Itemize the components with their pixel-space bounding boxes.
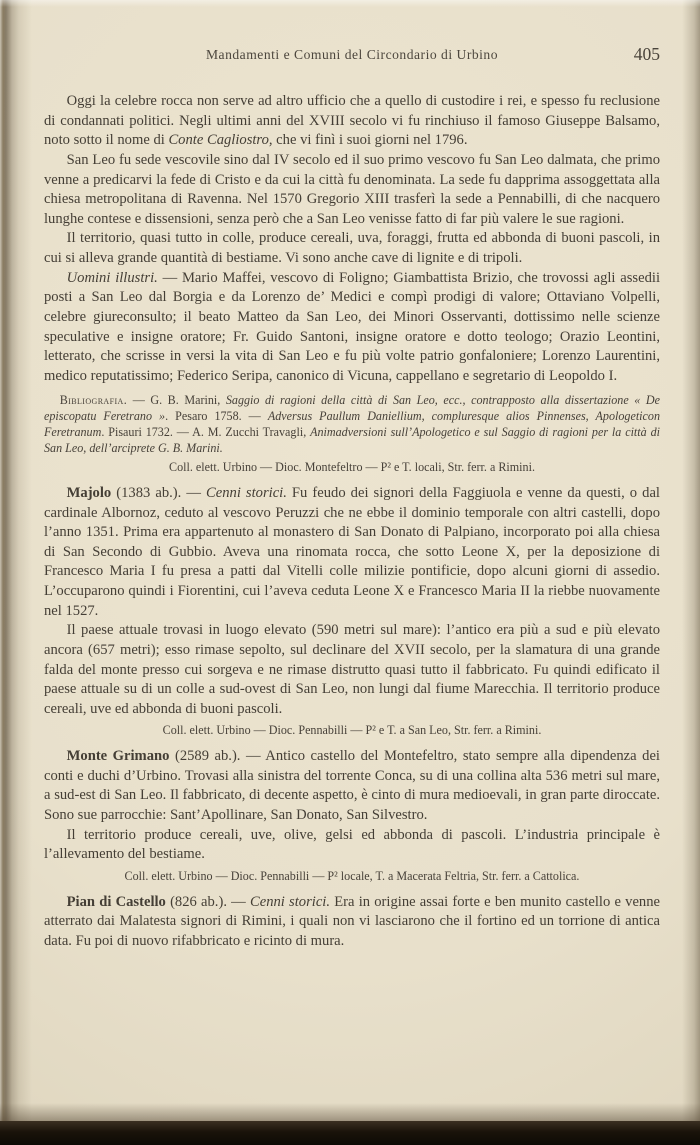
text-segment: San Leo fu sede vescovile sino dal IV secolo ed il suo primo vescovo fu San Leo dalmata, che primo venne a predicarvi la fede di Cristo e da cui la città fu denominata. La sede fu dapprima assoggettata alla chiesa metropolitana di Ravenna. Nel 1570 Gregorio XIII trasferì la sede a Pennabilli, di che nacquero lunghe contese e dissensioni, senza però che a San Leo venisse fatto di far più valere le sue ragioni. — [44, 151, 660, 227]
text-segment: Animadversioni sull’Apologetico e sul Saggio di ragioni per la città di San Leo, dell’arciprete G. B. Marini. — [44, 424, 660, 455]
text-segment: Conte Cagliostro — [168, 132, 269, 149]
text-segment: Il territorio produce cereali, uve, olive, gelsi ed abbonda di pascoli. L’industria principale è l’allevamento del bestiame. — [44, 826, 660, 863]
text-segment: Uomini illustri. — [66, 269, 158, 286]
page-number: 405 — [633, 44, 660, 64]
text-segment: Pian di Castello — [66, 893, 166, 910]
text-column — [44, 0, 660, 952]
paragraph-territorio-grimano — [44, 826, 660, 865]
running-header — [44, 44, 660, 69]
text-segment: Coll. elett. Urbino — Dioc. Pennabilli — P² locale, T. a Macerata Feltria, Str. ferr. a Cattolica. — [124, 868, 580, 883]
text-segment: — G. B. Marini, — [127, 393, 226, 408]
text-segment: Cenni storici. — [206, 484, 287, 501]
text-segment: Cenni storici. — [249, 893, 331, 910]
text-segment: Bibliografia. — [59, 393, 128, 408]
text-segment: Coll. elett. Urbino — Dioc. Pennabilli — P² e T. a San Leo, Str. ferr. a Rimini. — [162, 723, 542, 738]
left-binding-shadow — [0, 0, 32, 1145]
text-segment: (1383 ab.). — — [111, 484, 207, 501]
text-segment: Coll. elett. Urbino — Dioc. Montefeltro — P² e T. locali, Str. ferr. a Rimini. — [169, 460, 535, 475]
entry-pian-di-castello — [44, 893, 660, 952]
text-segment: Fu feudo dei signori della Faggiuola e venne da questi, o dal cardinale Albornoz, ceduto al vescovo Peruzzi che ne ebbe il dominio temporale con altri castelli, dopo l’anno 1351. Prima era appartenuto al monastero di San Donato di Palpiano, incorporato poi alla chiesa di San Secondo di Gubbio. Aveva una rinomata rocca, che sotto Leone X, per la deposizione di Francesco Maria I fu presa a patti dal Vitelli colle milizie pontificie, dopo alcuni giorni di assedio. L’occuparono quindi i Fiorentini, cui l’aveva ceduta Leone X e Francesco Maria II la riebbe nuovamente nel 1527. — [44, 484, 660, 619]
text-segment: . Pesaro 1758. — — [165, 409, 268, 424]
text-segment: . Pisauri 1732. — A. M. Zucchi Travagli, — [101, 424, 311, 439]
text-segment: Saggio di ragioni della città di San Leo, ecc., contrapposto alla dissertazione « De episcopatu Feretrano » — [44, 393, 660, 424]
paragraph-paese-attuale — [44, 621, 660, 719]
entry-majolo — [44, 484, 660, 621]
bottom-scan-edge — [0, 1121, 700, 1145]
text-segment: , che vi finì i suoi giorni nel 1796. — [268, 132, 468, 149]
text-segment: Il paese attuale trovasi in luogo elevato (590 metri sul mare): l’antico era più a sud e più elevato ancora (657 metri); esso rimase sepolto, sul declinare del XVII secolo, per la slamatura di una grande falda del monte presso cui sorgeva e ne rimase distrutto quasi tutto il fabbricato. Fu quindi edificato il paese attuale su di un colle a sud-ovest di San Leo, non lungi dal fiume Marecchia. Il territorio produce cereali, uve ed abbonda di buoni pascoli. — [44, 622, 660, 717]
running-header-title: Mandamenti e Comuni del Circondario di Urbino — [205, 47, 499, 62]
bibliography-note — [44, 393, 660, 456]
text-segment: — Mario Maffei, vescovo di Foligno; Giambattista Brizio, che trovossi agli assedii posti a San Leo dal Borgia e da Lorenzo de’ Medici e compì prodigi di valore; Ottaviano Volpelli, celebre giureconsulto; il beato Matteo da San Leo, dei Minori Osservanti, dottissimo nelle scienze speculative e insigne oratore; Fr. Guido Santoni, insigne oratore e dotto teologo; Orazio Leontini, letterato, che scrisse in versi la vita di San Leo e fu più volte patrio gonfaloniere; Lorenzo Laurentini, medico reputatissimo; Federico Seripa, canonico di Vicuna, cappellano e segretario di Leopoldo I. — [44, 269, 660, 384]
paragraph-territorio-sanleo — [44, 229, 660, 268]
text-segment: Il territorio, quasi tutto in colle, produce cereali, uva, foraggi, frutta ed abbonda di buoni pascoli, in cui si alleva grande quantità di bestiame. Vi sono anche cave di lignite e di tripoli. — [44, 230, 660, 266]
text-segment: Era in origine assai forte e ben munito castello e venne atterrato dai Malatesta signori di Rimini, i quali non vi lasciarono che il fortino ed un torrione di antica data. Fu poi di nuovo rifabbricato e ricinto di mura. — [44, 893, 660, 949]
paragraph-sede-vescovile — [44, 151, 660, 230]
text-segment: Monte Grimano — [66, 748, 170, 765]
text-segment: (826 ab.). — — [165, 893, 250, 910]
administrative-line-grimano — [44, 869, 660, 885]
administrative-line-sanleo — [44, 460, 660, 476]
text-segment: (2589 ab.). — Antico castello del Montefeltro, stato sempre alla dipendenza dei conti e duchi d’Urbino. Trovasi alla sinistra del torrente Conca, su di una collina alta 536 metri sul mare, a sud-est di San Leo. Il fabbricato, di decente aspetto, è cinto di mura medioevali, in gran parte diroccate. Sono sue parrocchie: Sant’Apollinare, San Donato, San Silvestro. — [44, 748, 660, 824]
text-segment: Majolo — [66, 484, 112, 501]
entry-monte-grimano — [44, 747, 660, 826]
text-segment: Adversus Paullum Daniellium, compluresque alios Pinnenses, Apologeticon Feretranum — [44, 409, 661, 439]
administrative-line-majolo — [44, 723, 660, 739]
document-body — [44, 92, 660, 952]
text-segment: Oggi la celebre rocca non serve ad altro ufficio che a quello di custodire i rei, e spesso fu reclusione di condannati politici. Negli ultimi anni del XVIII secolo vi fu rinchiuso il famoso Giuseppe Balsamo, noto sotto il nome di — [44, 93, 660, 149]
bottom-page-curl-shadow — [0, 1103, 700, 1121]
paragraph-uomini-illustri — [44, 269, 660, 387]
right-scan-shadow — [682, 0, 700, 1145]
paragraph-rocca — [44, 92, 660, 151]
